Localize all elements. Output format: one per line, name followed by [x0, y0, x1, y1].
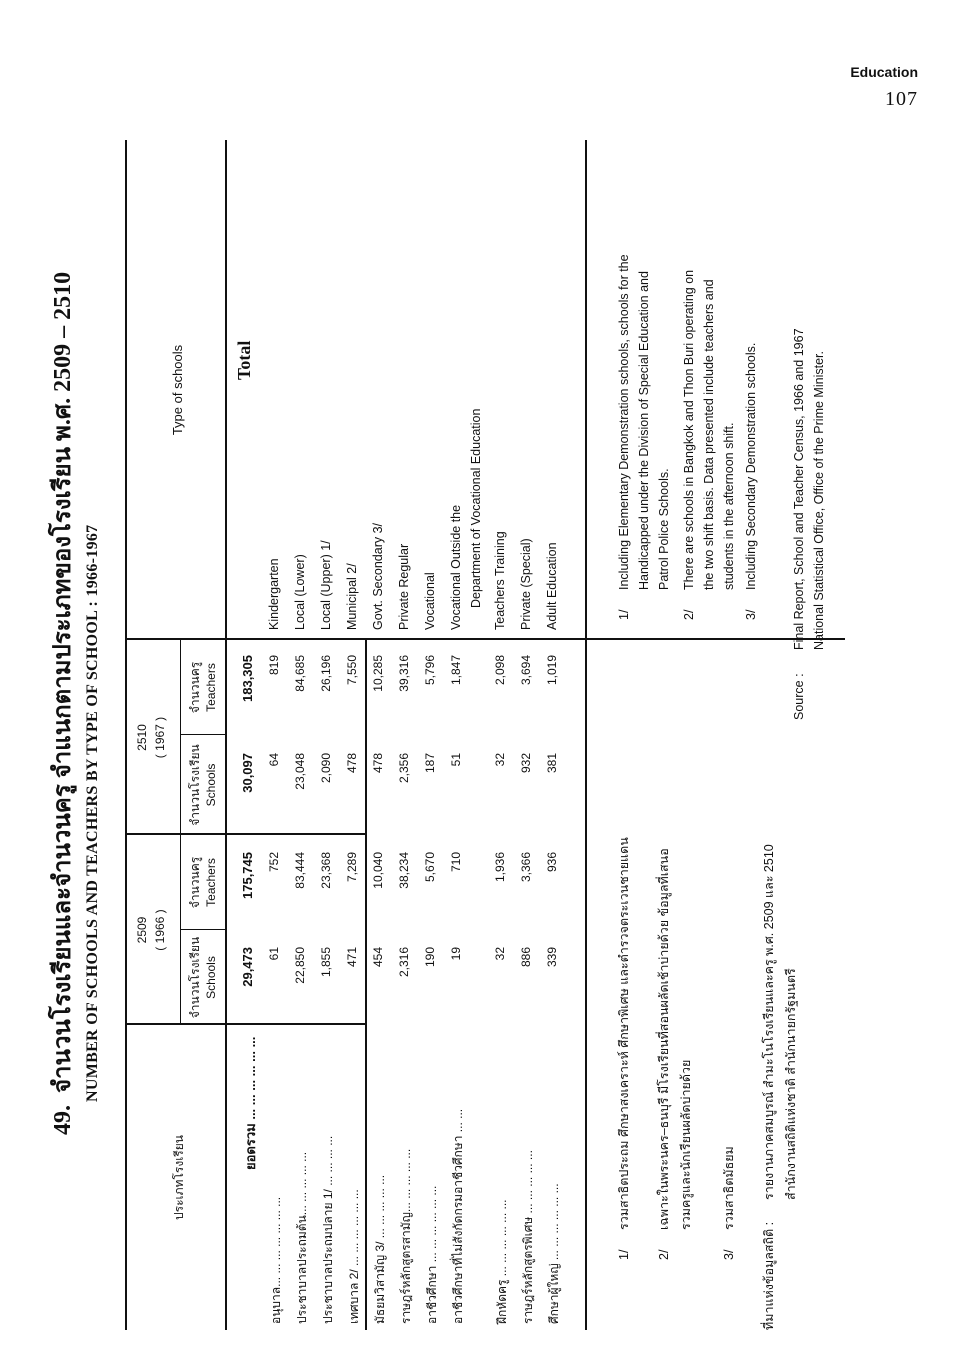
- title-thai-text: จำนวนโรงเรียนและจำนวนครู จำแนกตามประเภทของโรงเรียน พ.ศ. 2509 – 2510: [50, 271, 76, 1093]
- running-header: [850, 64, 918, 111]
- schools-1966: 61: [267, 947, 281, 961]
- total-teachers-1966: 175,745: [240, 852, 255, 899]
- schools-1966: 190: [423, 947, 437, 968]
- schools-1966: 339: [545, 947, 559, 968]
- teachers-1967: 5,796: [423, 655, 437, 686]
- schools-1967: 478: [371, 753, 385, 774]
- header-teachers-th-1966: จำนวนครู: [188, 856, 202, 909]
- header-type-th: ประเภทโรงเรียน: [172, 1135, 186, 1220]
- footnote-en-2-mark: 2/: [682, 609, 696, 620]
- row-label-th: ราษฎร์หลักสูตรสามัญ... ... ... ... ...: [399, 1148, 413, 1324]
- row-label-th: ฝึกหัดครู ... ... ... ... ... ...: [495, 1199, 509, 1324]
- col-divider-3: [125, 638, 845, 640]
- footnote-en-2-line: the two shift basis. Data presented include teachers and: [702, 279, 716, 590]
- row-label-th: ศึกษาผู้ใหญ่ ... ... ... ... ... ...: [547, 1183, 561, 1324]
- title-thai: [42, 272, 81, 1135]
- teachers-1966: 752: [267, 852, 281, 873]
- rotated-table-page: [30, 140, 910, 1330]
- year-subheader-rule: [180, 640, 181, 1025]
- title-english: NUMBER OF SCHOOLS AND TEACHERS BY TYPE OF SCHOOL : 1966-1967: [84, 524, 101, 1102]
- source-th-line: สำนักงานสถิติแห่งชาติ สำนักนายกรัฐมนตรี: [784, 968, 798, 1200]
- header-teachers-th-1967: จำนวนครู: [188, 661, 202, 714]
- footnote-en-3-line: Including Secondary Demonstration schools.: [744, 342, 758, 590]
- schools-1966: 32: [493, 947, 507, 961]
- row-label-en: Local (Lower): [293, 554, 307, 630]
- row-label-en: Kindergarten: [267, 558, 281, 630]
- header-type-en: Type of schools: [170, 344, 185, 436]
- schools-1967: 32: [493, 753, 507, 767]
- footnote-en-1-line: Handicapped under the Division of Special Education and: [637, 271, 651, 590]
- row-label-en: Vocational: [423, 572, 437, 630]
- teachers-1966: 83,444: [293, 852, 307, 889]
- header-bottom-rule: [225, 140, 227, 1330]
- source-th-line: รายงานภาคสมบูรณ์ สำมะโนโรงเรียนและครู พ.ศ. 2509 และ 2510: [762, 844, 776, 1200]
- header-year-1967-th: 2510: [135, 724, 149, 751]
- row-label-th: ประชาบาลประถมต้น... ... ... ... ...: [295, 1151, 309, 1324]
- source-en-mark: Source :: [792, 673, 806, 720]
- schools-1967: 51: [449, 753, 463, 767]
- section-name: Education: [850, 64, 918, 80]
- teachers-1966: 7,289: [345, 852, 359, 883]
- row-label-th: อาชีวศึกษา ... ... ... ... ... ...: [425, 1185, 439, 1324]
- source-th-mark: ที่มาแห่งข้อมูลสถิติ :: [762, 1221, 776, 1330]
- schools-1967: 381: [545, 753, 559, 774]
- total-schools-1967: 30,097: [240, 753, 255, 793]
- footnote-en-1-line: Patrol Police Schools.: [657, 468, 671, 590]
- teachers-1966: 23,368: [319, 852, 333, 889]
- footnote-en-1-mark: 1/: [617, 609, 631, 620]
- footnote-en-2-line: There are schools in Bangkok and Thon Buri operating on: [682, 269, 696, 590]
- schools-1967: 23,048: [293, 753, 307, 790]
- table-bottom-rule: [365, 640, 367, 1330]
- row-label-en: Adult Education: [545, 542, 559, 630]
- row-label-en: Local (Upper) 1/: [319, 540, 333, 630]
- footnote-th-2-line: เฉพาะในพระนคร–ธนบุรี มีโรงเรียนที่สอนผลัดเช้าบ่ายด้วย ข้อมูลที่เสนอ: [657, 848, 671, 1230]
- schools-1966: 1,855: [319, 947, 333, 978]
- footnote-th-1-line: รวมสาธิตประถม ศึกษาสงเคราะห์ ศึกษาพิเศษ และตำรวจตระเวนชายแดน: [617, 837, 631, 1230]
- schools-1967: 2,356: [397, 753, 411, 784]
- teachers-1966: 5,670: [423, 852, 437, 883]
- teachers-1967: 39,316: [397, 655, 411, 692]
- teachers-1966: 1,936: [493, 852, 507, 883]
- row-label-th: ประชาบาลประถมปลาย 1/ ... ... ... ...: [321, 1135, 335, 1324]
- row-label-en: Vocational Outside the: [449, 504, 463, 630]
- row-label-th: เทศบาล 2/ ... ... ... ... ... ...: [347, 1189, 361, 1324]
- source-en-line: National Statistical Office, Office of the Prime Minister.: [812, 351, 826, 650]
- header-year-1966-en: ( 1966 ): [153, 909, 167, 951]
- row-label-th: อนุบาล... ... ... ... ... ... ...: [269, 1196, 283, 1324]
- footnote-en-3-mark: 3/: [744, 609, 758, 620]
- total-teachers-1967: 183,305: [240, 655, 255, 702]
- schools-1967: 932: [519, 753, 533, 774]
- schools-1966: 454: [371, 947, 385, 968]
- schools-1966: 886: [519, 947, 533, 968]
- table-top-rule: [125, 140, 127, 1330]
- footnote-th-2-line: รวมครูและนักเรียนผลัดบ่ายด้วย: [679, 1059, 693, 1230]
- teachers-1966: 3,366: [519, 852, 533, 883]
- total-label-en: Total: [234, 340, 254, 380]
- row-label-en-continued: Department of Vocational Education: [469, 408, 483, 608]
- teachers-1966: 936: [545, 852, 559, 873]
- teachers-1967: 3,694: [519, 655, 533, 686]
- row-label-en: Private Regular: [397, 543, 411, 630]
- footnote-en-2-line: students in the afternoon shift.: [722, 422, 736, 590]
- footnote-en-1-line: Including Elementary Demonstration schools, schools for the: [617, 254, 631, 590]
- footnote-th-3-mark: 3/: [722, 1249, 736, 1260]
- teachers-1966: 10,040: [371, 852, 385, 889]
- teachers-1967: 26,196: [319, 655, 333, 692]
- header-schools-th-1966: จำนวนโรงเรียน: [188, 936, 202, 1019]
- schools-1967: 478: [345, 753, 359, 774]
- header-schools-en-1967: Schools: [204, 763, 218, 807]
- row-label-th: อาชีวศึกษาที่ไม่สังกัดกรมอาชีวศึกษา ... ...: [451, 1108, 465, 1324]
- teachers-1967: 84,685: [293, 655, 307, 692]
- source-en-line: Final Report, School and Teacher Census, 1966 and 1967: [792, 328, 806, 650]
- schools-1966: 19: [449, 947, 463, 961]
- row-label-en: Teachers Training: [493, 531, 507, 630]
- table-number: 49.: [50, 1105, 76, 1135]
- teachers-1966: 38,234: [397, 852, 411, 889]
- footnote-rule: [585, 640, 587, 1330]
- teachers-1967: 1,847: [449, 655, 463, 686]
- schools-1967: 187: [423, 753, 437, 774]
- row-label-en: Private (Special): [519, 538, 533, 630]
- row-label-en: Municipal 2/: [345, 563, 359, 630]
- row-label-th: ราษฎร์หลักสูตรพิเศษ ... ... ... ... ...: [521, 1150, 535, 1324]
- header-teachers-en-1967: Teachers: [204, 663, 218, 712]
- total-schools-1966: 29,473: [240, 947, 255, 987]
- teachers-1967: 7,550: [345, 655, 359, 686]
- schools-1966: 471: [345, 947, 359, 968]
- schools-1967: 2,090: [319, 753, 333, 784]
- footnote-th-3-line: รวมสาธิตมัธยม: [722, 1146, 736, 1230]
- total-label-th: ยอดรวม ... ... ... ... ... ...: [243, 1036, 258, 1170]
- header-schools-en-1966: Schools: [204, 956, 218, 999]
- footnote-th-1-mark: 1/: [617, 1249, 631, 1260]
- footnote-th-2-mark: 2/: [657, 1249, 671, 1260]
- footnote-rule-right: [585, 140, 587, 640]
- header-teachers-en-1966: Teachers: [204, 858, 218, 907]
- teachers-1967: 10,285: [371, 655, 385, 692]
- page-number: 107: [885, 88, 918, 110]
- header-schools-th-1967: จำนวนโรงเรียน: [188, 744, 202, 826]
- teachers-1967: 2,098: [493, 655, 507, 686]
- header-year-1966-th: 2509: [135, 916, 149, 944]
- schools-1966: 22,850: [293, 947, 307, 984]
- row-label-en: Govt. Secondary 3/: [371, 522, 385, 630]
- teachers-1966: 710: [449, 852, 463, 873]
- header-year-1967-en: ( 1967 ): [153, 716, 167, 759]
- teachers-1967: 819: [267, 655, 281, 676]
- row-label-th: มัธยมวิสามัญ 3/ ... ... ... ... ...: [373, 1174, 387, 1324]
- schools-1966: 2,316: [397, 947, 411, 978]
- schools-1967: 64: [267, 753, 281, 767]
- teachers-1967: 1,019: [545, 655, 559, 686]
